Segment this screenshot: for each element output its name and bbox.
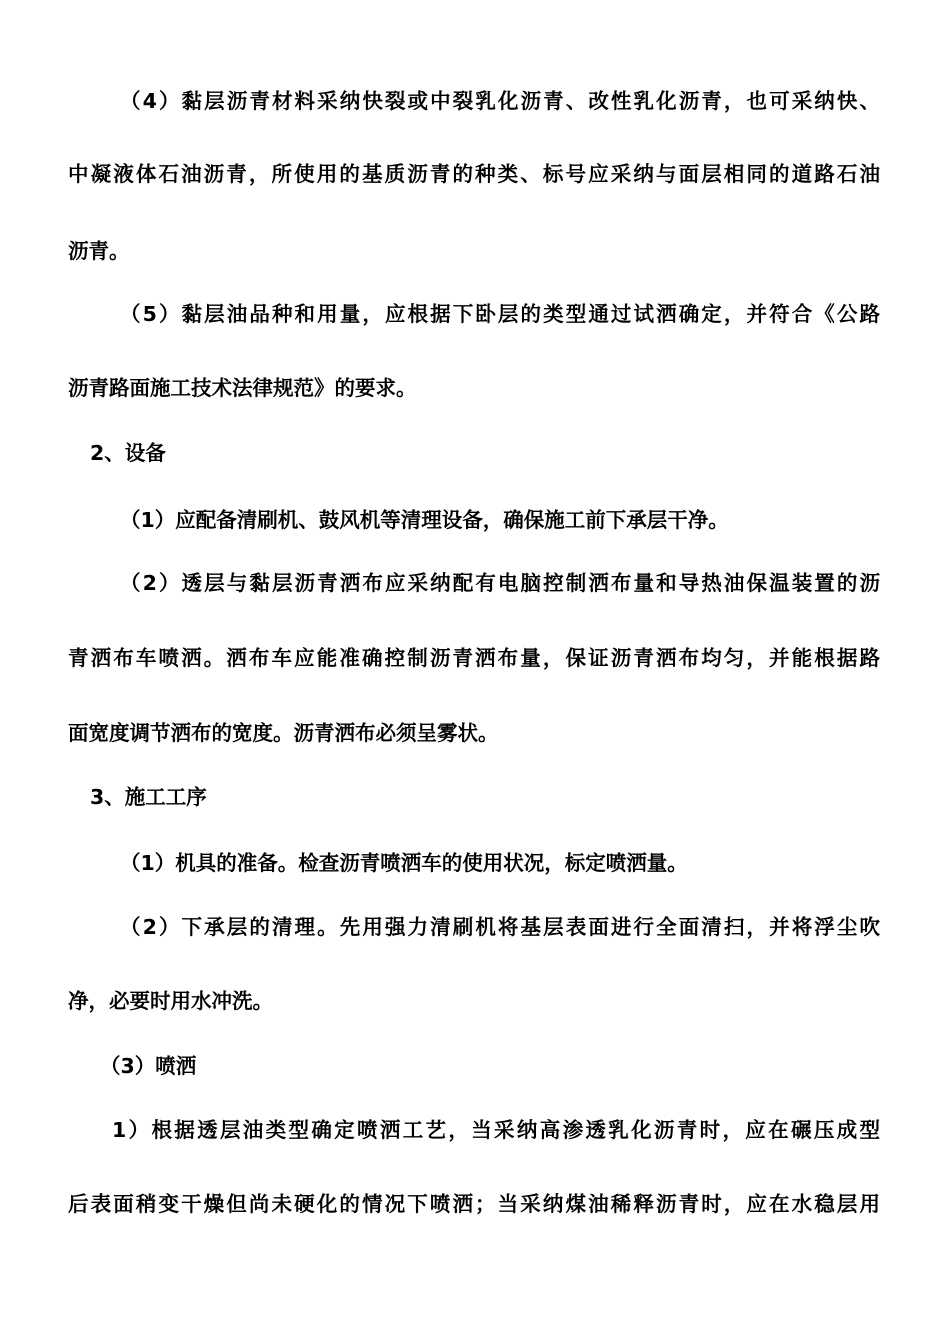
equipment-item-2-line-2: 青洒布车喷洒。洒布车应能准确控制沥青洒布量，保证沥青洒布均匀，并能根据路 [68, 646, 880, 670]
section-heading-equipment: 2、设备 [90, 441, 166, 465]
spraying-item-1-line-2: 后表面稍变干燥但尚未硬化的情况下喷洒；当采纳煤油稀释沥青时，应在水稳层用 [68, 1192, 880, 1216]
paragraph-4-line-3: 沥青。 [68, 239, 130, 263]
paragraph-5-line-2: 沥青路面施工技术法律规范》的要求。 [68, 376, 417, 400]
equipment-item-2-line-3: 面宽度调节洒布的宽度。沥青洒布必须呈雾状。 [68, 721, 499, 745]
section-heading-procedure: 3、施工工序 [90, 785, 207, 809]
procedure-item-2-line-1: （2）下承层的清理。先用强力清刷机将基层表面进行全面清扫，并将浮尘吹 [120, 915, 880, 939]
paragraph-5-line-1: （5）黏层油品种和用量，应根据下卧层的类型通过试洒确定，并符合《公路 [120, 302, 880, 326]
procedure-item-2-line-2: 净，必要时用水冲洗。 [68, 989, 273, 1013]
paragraph-4-line-2: 中凝液体石油沥青，所使用的基质沥青的种类、标号应采纳与面层相同的道路石油 [68, 162, 880, 186]
spraying-item-1-line-1: 1）根据透层油类型确定喷洒工艺，当采纳高渗透乳化沥青时，应在碾压成型 [112, 1118, 880, 1142]
equipment-item-1: （1）应配备清刷机、鼓风机等清理设备，确保施工前下承层干净。 [120, 508, 729, 532]
equipment-item-2-line-1: （2）透层与黏层沥青洒布应采纳配有电脑控制洒布量和导热油保温装置的沥 [120, 571, 880, 595]
procedure-item-1: （1）机具的准备。检查沥青喷洒车的使用状况，标定喷洒量。 [120, 851, 688, 875]
paragraph-4-line-1: （4）黏层沥青材料采纳快裂或中裂乳化沥青、改性乳化沥青，也可采纳快、 [120, 89, 880, 113]
procedure-item-3-heading: （3）喷洒 [100, 1054, 197, 1078]
